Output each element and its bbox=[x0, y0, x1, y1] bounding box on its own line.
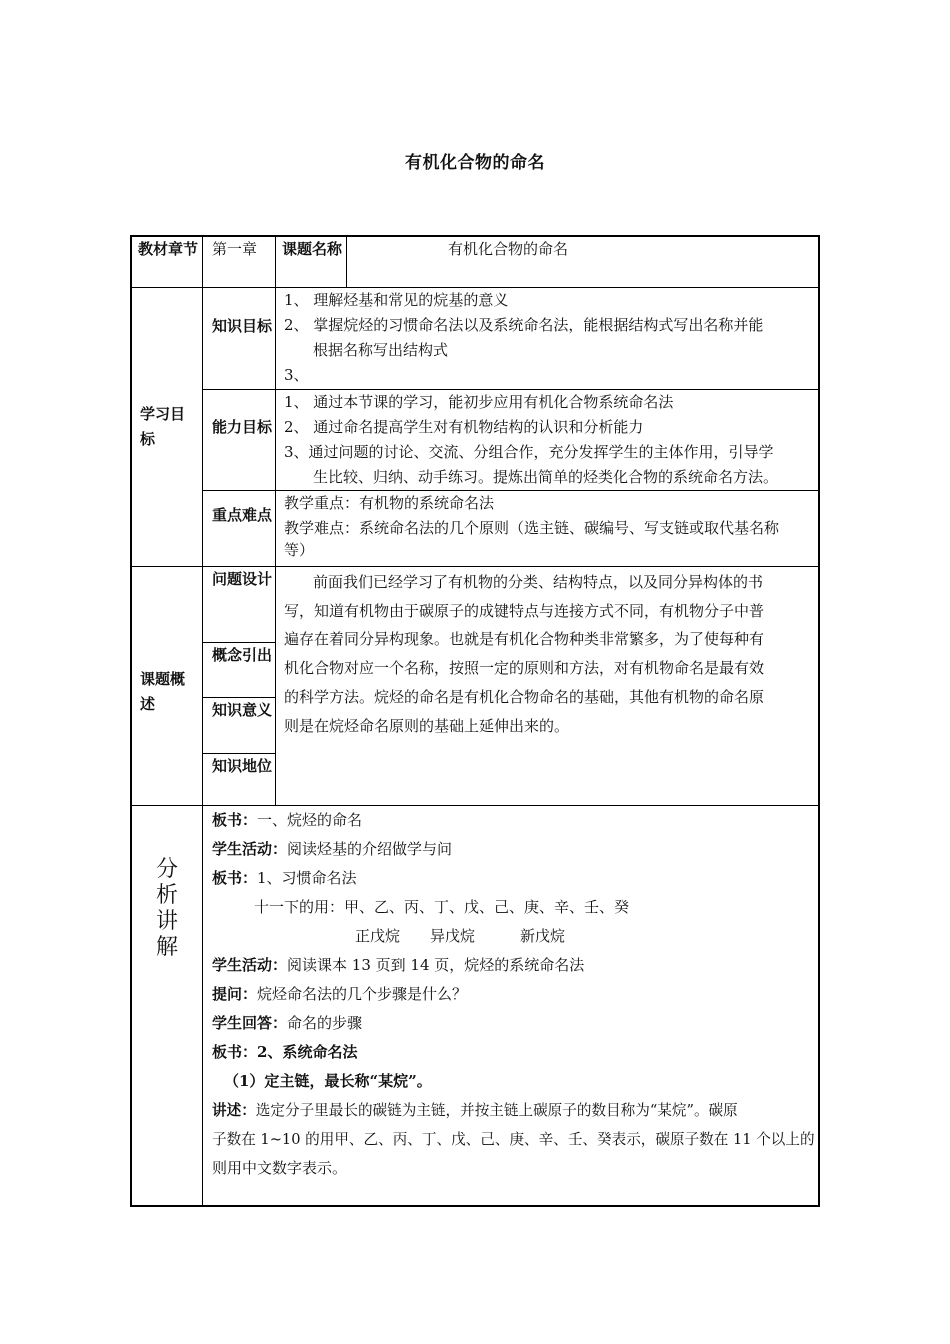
analysis-line-bold: 学生活动： bbox=[212, 956, 288, 974]
overview-line: 的科学方法。烷烃的命名是有机化合物命名的基础，其他有机物的命名原 bbox=[284, 687, 765, 706]
page-title: 有机化合物的命名 bbox=[405, 153, 545, 173]
overview-sub-label: 问题设计 bbox=[212, 570, 273, 588]
overview-text bbox=[284, 568, 816, 740]
analysis-line bbox=[212, 835, 818, 864]
overview-line: 写，知道有机物由于碳原子的成键特点与连接方式不同，有机物分子中普 bbox=[284, 601, 765, 620]
analysis-line-bold: （1）定主链，最长称“某烷”。 bbox=[224, 1072, 432, 1090]
analysis-line-text: 阅读烃基的介绍做学与问 bbox=[287, 840, 453, 858]
chapter-value: 第一章 bbox=[212, 240, 258, 258]
lesson-plan-table bbox=[130, 235, 820, 1207]
key-item: 教学重点：有机物的系统命名法 bbox=[284, 494, 495, 512]
ability-item: 3、通过问题的讨论、交流、分组合作，充分发挥学生的主体作用，引导学 bbox=[284, 443, 774, 461]
overview-sub-label: 知识地位 bbox=[212, 757, 273, 775]
key-list bbox=[284, 491, 816, 559]
analysis-line bbox=[212, 1067, 818, 1096]
analysis-line bbox=[212, 980, 818, 1009]
analysis-line-text: 烷烃命名法的几个步骤是什么？ bbox=[257, 985, 468, 1003]
analysis-line-text: 命名的步骤 bbox=[287, 1014, 363, 1032]
knowledge-item: 3、 bbox=[284, 366, 309, 384]
analysis-label: 分析讲解 bbox=[155, 857, 178, 960]
analysis-content bbox=[212, 806, 818, 1183]
overview-line: 则是在烷烃命名原则的基础上延伸出来的。 bbox=[284, 716, 570, 735]
knowledge-list bbox=[284, 288, 816, 388]
overview-label: 课题概述 bbox=[140, 670, 186, 713]
analysis-line bbox=[212, 864, 818, 893]
ability-item: 2、 通过命名提高学生对有机物结构的认识和分析能力 bbox=[284, 418, 644, 436]
analysis-line-bold: 学生活动： bbox=[212, 840, 288, 858]
overview-line: 遍存在着同分异构现象。也就是有机化合物种类非常繁多，为了使每种有 bbox=[284, 630, 765, 649]
topic-value: 有机化合物的命名 bbox=[448, 240, 569, 258]
analysis-line-bold: 讲述： bbox=[212, 1102, 256, 1119]
analysis-line bbox=[212, 1096, 818, 1125]
chapter-label: 教材章节 bbox=[138, 240, 199, 258]
analysis-line-bold: 提问： bbox=[212, 985, 258, 1003]
analysis-line-text: 则用中文数字表示。 bbox=[212, 1159, 348, 1177]
overview-sub-label: 概念引出 bbox=[212, 646, 273, 664]
overview-line: 机化合物对应一个名称，按照一定的原则和方法，对有机物命名是最有效 bbox=[284, 659, 765, 678]
ability-label: 能力目标 bbox=[212, 418, 273, 436]
analysis-line-bold: 板书： bbox=[212, 869, 258, 887]
knowledge-label: 知识目标 bbox=[212, 317, 273, 335]
analysis-line bbox=[212, 893, 818, 922]
key-item: 教学难点：系统命名法的几个原则（选主链、碳编号、写支链或取代基名称 bbox=[284, 519, 780, 537]
knowledge-item: 根据名称写出结构式 bbox=[313, 341, 449, 359]
ability-item: 生比较、归纳、动手练习。提炼出简单的烃类化合物的系统命名方法。 bbox=[313, 468, 779, 486]
objectives-label: 学习目标 bbox=[140, 405, 186, 448]
analysis-line-text: 阅读课本 13 页到 14 页，烷烃的系统命名法 bbox=[287, 956, 585, 974]
overview-line: 前面我们已经学习了有机物的分类、结构特点，以及同分异构体的书 bbox=[313, 573, 764, 591]
overview-sub-label: 知识意义 bbox=[212, 701, 273, 719]
analysis-line-text: 十一下的用：甲、乙、丙、丁、戊、己、庚、辛、壬、癸 bbox=[254, 898, 630, 916]
analysis-line bbox=[212, 922, 818, 951]
analysis-line bbox=[212, 806, 818, 835]
analysis-line-text: 一、烷烃的命名 bbox=[257, 811, 363, 829]
analysis-line bbox=[212, 1038, 818, 1067]
analysis-line bbox=[212, 1125, 818, 1154]
analysis-line-bold: 板书： bbox=[212, 811, 258, 829]
knowledge-item: 2、 掌握烷烃的习惯命名法以及系统命名法，能根据结构式写出名称并能 bbox=[284, 316, 764, 334]
analysis-line-text: 选定分子里最长的碳链为主链，并按主链上碳原子的数目称为“某烷”。碳原 bbox=[255, 1102, 738, 1119]
analysis-line-text: 1、习惯命名法 bbox=[257, 869, 357, 887]
ability-item: 1、 通过本节课的学习，能初步应用有机化合物系统命名法 bbox=[284, 393, 674, 411]
analysis-line-bold: 学生回答： bbox=[212, 1014, 288, 1032]
knowledge-item: 1、 理解烃基和常见的烷基的意义 bbox=[284, 291, 509, 309]
topic-label: 课题名称 bbox=[282, 240, 343, 258]
analysis-line bbox=[212, 1009, 818, 1038]
key-item: 等） bbox=[284, 541, 315, 559]
analysis-line bbox=[212, 1154, 818, 1183]
ability-list bbox=[284, 390, 816, 490]
analysis-line-text: 正戊烷 异戊烷 新戊烷 bbox=[355, 927, 566, 945]
analysis-line-text: 子数在 1~10 的用甲、乙、丙、丁、戊、己、庚、辛、壬、癸表示，碳原子数在 11 个以上的 bbox=[212, 1131, 815, 1148]
analysis-line-bold: 板书：2、系统命名法 bbox=[212, 1043, 358, 1061]
key-label: 重点难点 bbox=[212, 506, 273, 524]
analysis-line bbox=[212, 951, 818, 980]
